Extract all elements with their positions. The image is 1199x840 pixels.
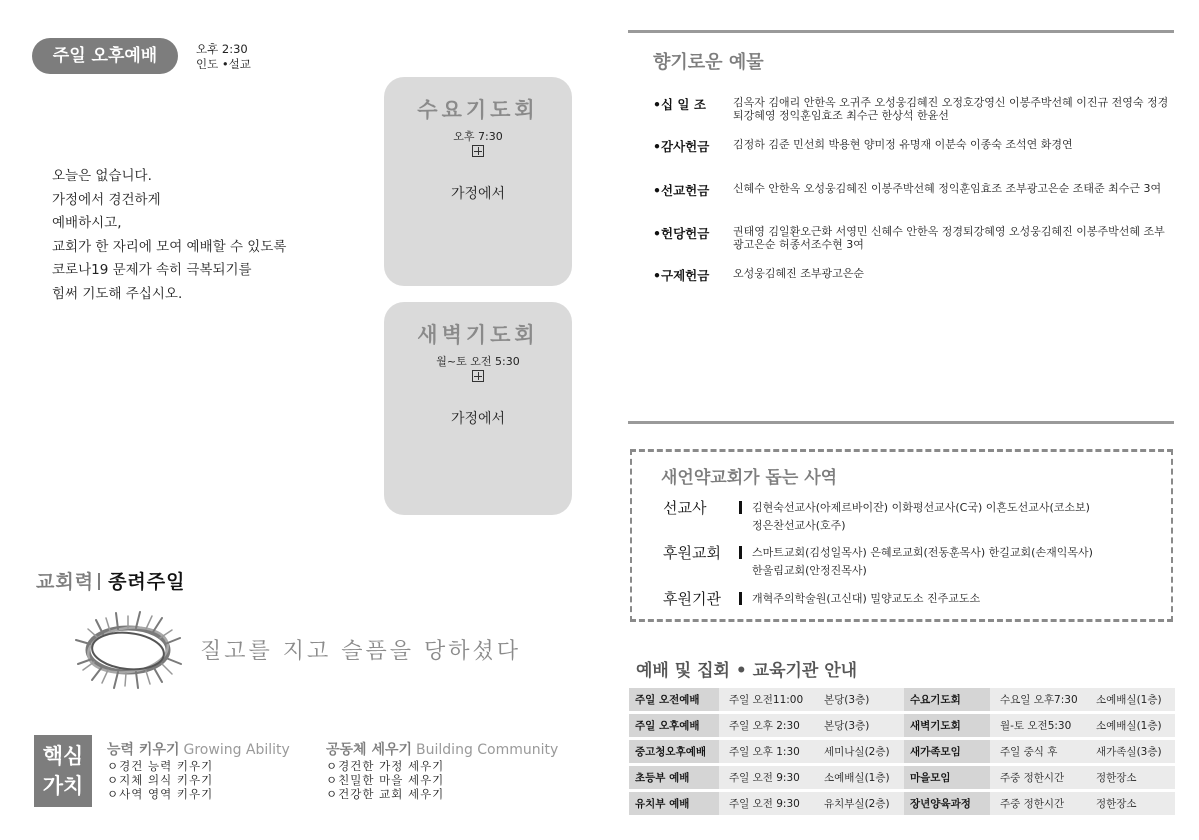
meeting-time: 주중 정한시간: [990, 766, 1086, 789]
divider: [739, 501, 742, 514]
church-calendar-heading: [36, 567, 185, 594]
core-value-item: ㅇ경건한 가정 세우기: [326, 759, 445, 773]
meeting-name: 유치부 예배: [629, 792, 719, 815]
afternoon-service-title: 주일 오후예배: [32, 38, 178, 74]
divider: [628, 421, 1174, 424]
core-value-title-ko: 공동체 세우기: [326, 742, 413, 758]
notice-text: [52, 165, 286, 306]
meeting-name: 초등부 예배: [629, 766, 719, 789]
meeting-time: 주일 오후 1:30: [719, 740, 814, 763]
notice-line: 오늘은 없습니다.: [52, 168, 152, 184]
core-value-item: ㅇ지체 의식 키우기: [107, 773, 214, 787]
meeting-name: 새가족모임: [904, 740, 990, 763]
mission-text: [752, 544, 1162, 580]
afternoon-service-leader: 인도 •설교: [196, 57, 251, 71]
mission-line: 개혁주의학술원(고신대) 밀양교도소 진주교도소: [752, 592, 981, 605]
core-value-title-en: Growing Ability: [183, 742, 290, 758]
wednesday-prayer-card: [384, 77, 572, 286]
mission-line: 한울림교회(안정진목사): [752, 564, 867, 577]
table-row: [629, 688, 1175, 711]
offering-names: 신혜수 안한옥 오성웅김혜진 이봉주박선혜 정익훈임효조 조부광고은순 조태준 최수근 3여: [733, 182, 1162, 195]
meeting-time: 주일 오후 2:30: [719, 714, 814, 737]
core-values-badge-line: 핵심: [42, 744, 84, 768]
table-row: [629, 766, 1175, 789]
meeting-place: 소예배실(1층): [1086, 688, 1175, 711]
notice-line: 코로나19 문제가 속히 극복되기를: [52, 262, 252, 278]
meeting-place: 세미나실(2층): [814, 740, 904, 763]
sunday-name: 종려주일: [108, 571, 186, 593]
notice-line: 예배하시고,: [52, 215, 122, 231]
missions-title: 새언약교회가 돕는 사역: [661, 468, 838, 488]
table-row: [629, 792, 1175, 815]
divider: [739, 592, 742, 605]
core-value-title-ko: 능력 키우기: [107, 742, 180, 758]
boxed-plus-icon: [472, 370, 484, 382]
meeting-place: 소예배실(1층): [1086, 714, 1175, 737]
church-calendar-label: 교회력: [36, 571, 95, 593]
offering-label: •헌당헌금: [653, 226, 710, 241]
meeting-name: 마을모임: [904, 766, 990, 789]
meeting-place: 소예배실(1층): [814, 766, 904, 789]
meeting-place: 새가족실(3층): [1086, 740, 1175, 763]
meeting-time: 주일 중식 후: [990, 740, 1086, 763]
meeting-time: 월-토 오전5:30: [990, 714, 1086, 737]
mission-label: 선교사: [663, 499, 707, 517]
divider: [98, 573, 100, 590]
core-value-column: [326, 739, 558, 801]
offerings-title: 향기로운 예물: [653, 52, 764, 73]
offering-label: •선교헌금: [653, 183, 710, 198]
meeting-place: 정한장소: [1086, 792, 1175, 815]
meeting-time: 수요일 오후7:30: [990, 688, 1086, 711]
boxed-plus-icon: [472, 145, 484, 157]
calendar-verse: 질고를 지고 슬픔을 당하셨다: [200, 639, 522, 664]
wednesday-prayer-time: 오후 7:30: [453, 130, 503, 143]
meeting-time: 주일 오전 9:30: [719, 766, 814, 789]
core-value-column: [107, 739, 290, 801]
dawn-prayer-card: [384, 302, 572, 515]
table-row: [629, 740, 1175, 763]
core-value-item: ㅇ건강한 교회 세우기: [326, 787, 445, 801]
afternoon-service-info: [196, 42, 251, 72]
offering-names: 권태영 김일환오근화 서영민 신혜수 안한옥 정경퇴강혜영 오성웅김혜진 이봉주박선혜 조부광고은순 허종서조수현 3여: [733, 225, 1165, 251]
afternoon-service-time: 오후 2:30: [196, 42, 248, 56]
core-value-item: ㅇ친밀한 마을 세우기: [326, 773, 445, 787]
divider: [628, 30, 1174, 33]
wednesday-prayer-place: 가정에서: [450, 186, 506, 202]
table-row: [629, 714, 1175, 737]
meeting-place: 본당(3층): [814, 714, 904, 737]
crown-of-thorns-icon: [70, 604, 185, 696]
meeting-time: 주중 정한시간: [990, 792, 1086, 815]
meeting-name: 새벽기도회: [904, 714, 990, 737]
meeting-name: 장년양육과정: [904, 792, 990, 815]
divider: [739, 546, 742, 559]
core-value-item: ㅇ사역 영역 키우기: [107, 787, 214, 801]
offering-names: 김정하 김준 민선희 박용현 양미정 유명재 이분숙 이종숙 조석연 화경연: [733, 138, 1073, 151]
mission-line: 김현숙선교사(아제르바이잔) 이화평선교사(C국) 이흔도선교사(코소보): [752, 501, 1090, 514]
mission-text: [752, 499, 1162, 535]
notice-line: 힘써 기도해 주십시오.: [52, 285, 183, 302]
core-value-title-en: Building Community: [416, 742, 559, 758]
schedule-table: [629, 685, 1175, 818]
offering-label: •감사헌금: [653, 139, 710, 154]
notice-line: 가정에서 경건하게: [52, 191, 161, 208]
meeting-name: 수요기도회: [904, 688, 990, 711]
schedule-title: 예배 및 집회 • 교육기관 안내: [636, 661, 858, 681]
mission-text: [752, 590, 1162, 608]
mission-line: 스마트교회(김성일목사) 은혜로교회(전동훈목사) 한길교회(손재익목사): [752, 546, 1093, 559]
meeting-name: 주일 오후예배: [629, 714, 719, 737]
offering-label: •십 일 조: [653, 97, 706, 112]
mission-line: 정은찬선교사(호주): [752, 519, 846, 532]
meeting-place: 정한장소: [1086, 766, 1175, 789]
meeting-name: 중고청오후예배: [629, 740, 719, 763]
dawn-prayer-time: 월~토 오전 5:30: [436, 355, 520, 368]
mission-label: 후원교회: [663, 544, 721, 562]
meeting-time: 주일 오전 9:30: [719, 792, 814, 815]
offering-label: •구제헌금: [653, 268, 710, 283]
core-values-badge-line: 가치: [42, 774, 84, 798]
meeting-place: 본당(3층): [814, 688, 904, 711]
meeting-time: 주일 오전11:00: [719, 688, 814, 711]
offering-names: 김옥자 김애리 안한옥 오귀주 오성웅김혜진 오정호강영신 이봉주박선혜 이진규 전영숙 정경퇴강혜영 정익훈임효조 최수근 한상석 한윤선: [733, 96, 1169, 122]
core-value-item: ㅇ경건 능력 키우기: [107, 759, 214, 773]
core-value-title: [326, 739, 558, 759]
dawn-prayer-place: 가정에서: [450, 411, 506, 427]
dawn-prayer-title: 새벽기도회: [417, 323, 539, 347]
meeting-place: 유치부실(2층): [814, 792, 904, 815]
notice-line: 교회가 한 자리에 모여 예배할 수 있도록: [52, 238, 287, 255]
meeting-name: 주일 오전예배: [629, 688, 719, 711]
core-value-title: [107, 739, 290, 759]
core-values-badge: [34, 735, 92, 807]
offering-names: 오성웅김혜진 조부광고은순: [733, 267, 865, 280]
wednesday-prayer-title: 수요기도회: [417, 98, 539, 122]
mission-label: 후원기관: [663, 590, 721, 608]
